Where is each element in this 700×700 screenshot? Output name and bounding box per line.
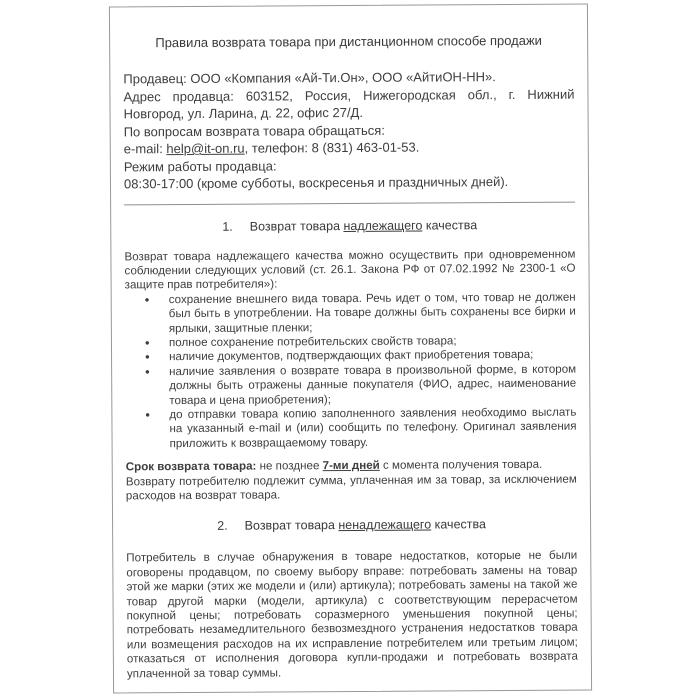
- section1-title-underlined: надлежащего: [343, 218, 423, 233]
- section2-number: 2.: [217, 519, 228, 534]
- return-term-label: Срок возврата товара:: [125, 459, 257, 474]
- schedule-line: 08:30-17:00 (кроме субботы, воскресенья и праздничных дней).: [123, 174, 509, 192]
- refund-note: Возврату потребителю подлежит сумма, уплаченная им за товар, за исключением расходов на возврат товара.: [125, 472, 577, 503]
- schedule-label-line: Режим работы продавца:: [123, 157, 277, 174]
- seller-line: Продавец: ООО «Компания «Ай-Ти.Он», ООО «АйтиОН-НН».: [123, 69, 496, 87]
- return-conditions-list: [125, 290, 577, 451]
- section1-number: 1.: [222, 219, 233, 234]
- section2-title-underlined: ненадлежащего: [338, 517, 432, 533]
- condition-bullet-item: • сохранение внешнего вида товара. Речь идет о том, что товар не должен был быть в употреблении. На товаре должны быть сохранены все бирки и ярлыки, защитные пленки;: [125, 290, 576, 336]
- phone-text: , телефон: 8 (831) 463-01-53.: [244, 139, 420, 156]
- contact-prompt-line: По вопросам возврата товара обращаться:: [123, 122, 385, 139]
- condition-bullet-item: • наличие заявления о возврате товара в произвольной форме, в котором должны быть отражены данные покупателя (ФИО, адрес, наименование товара и цена приобретения);: [125, 362, 576, 408]
- section-divider: [124, 201, 575, 205]
- section2-heading: [126, 516, 577, 535]
- condition-bullet-item: • до отправки товара копию заполненного заявления необходимо выслать на указанный e-mail и (или) сообщить по телефону. Оригинал заявления приложить к возвращаемому товару.: [125, 406, 576, 452]
- seller-info-block: [123, 68, 575, 193]
- return-term-days: 7-ми дней: [322, 459, 380, 473]
- seller-address-line: Адрес продавца: 603152, Россия, Нижегородская обл., г. Нижний Новгород, ул. Ларина, д. 22, офис 27/Д.: [123, 86, 575, 122]
- condition-bullet-item: • наличие документов, подтверждающих факт приобретения товара;: [125, 348, 576, 365]
- section1-heading: [124, 216, 575, 235]
- email-link[interactable]: help@it-on.ru: [166, 140, 245, 157]
- email-label: e-mail:: [123, 141, 167, 157]
- section2-title: Возврат товара ненадлежащего качества: [244, 517, 486, 534]
- section1-intro-paragraph: Возврат товара надлежащего качества можно осуществить при одновременном соблюдении следующих условий (ст. 26.1. Закона РФ от 07.02.1992 № 2300-1 «О защите прав потребителя»):: [124, 247, 576, 292]
- return-term-paragraph: Срок возврата товара: не позднее 7-ми дней с момента получения товара. Возврату потребителю подлежит сумма, уплаченная им за товар, за исключением расходов на возврат товара.: [125, 458, 577, 503]
- document-page: [109, 4, 592, 694]
- document-title: Правила возврата товара при дистанционном способе продажи: [155, 32, 542, 51]
- condition-bullet-item: • полное сохранение потребительских свойств товара;: [125, 334, 576, 351]
- section2-paragraph: Потребитель в случае обнаружения в товаре недостатков, которые не были оговорены продавцом, по своему выбору вправе: потребовать замены на товар этой же марки (этих же модели и (или) артикула); потребовать замены на такой же товар другой марки (модели, артикула) с соответствующим перерасчетом покупной цены; потребовать соразмерного уменьшения покупной цены; потребовать незамедлительного безвозмездного устранения недостатков товара или возмещения расходов на их исправление потребителем или третьим лицом; отказаться от исполнения договора купли-продажи и потребовать возврата уплаченной за товар суммы.: [126, 549, 578, 681]
- section1-title: Возврат товара надлежащего качества: [249, 217, 478, 234]
